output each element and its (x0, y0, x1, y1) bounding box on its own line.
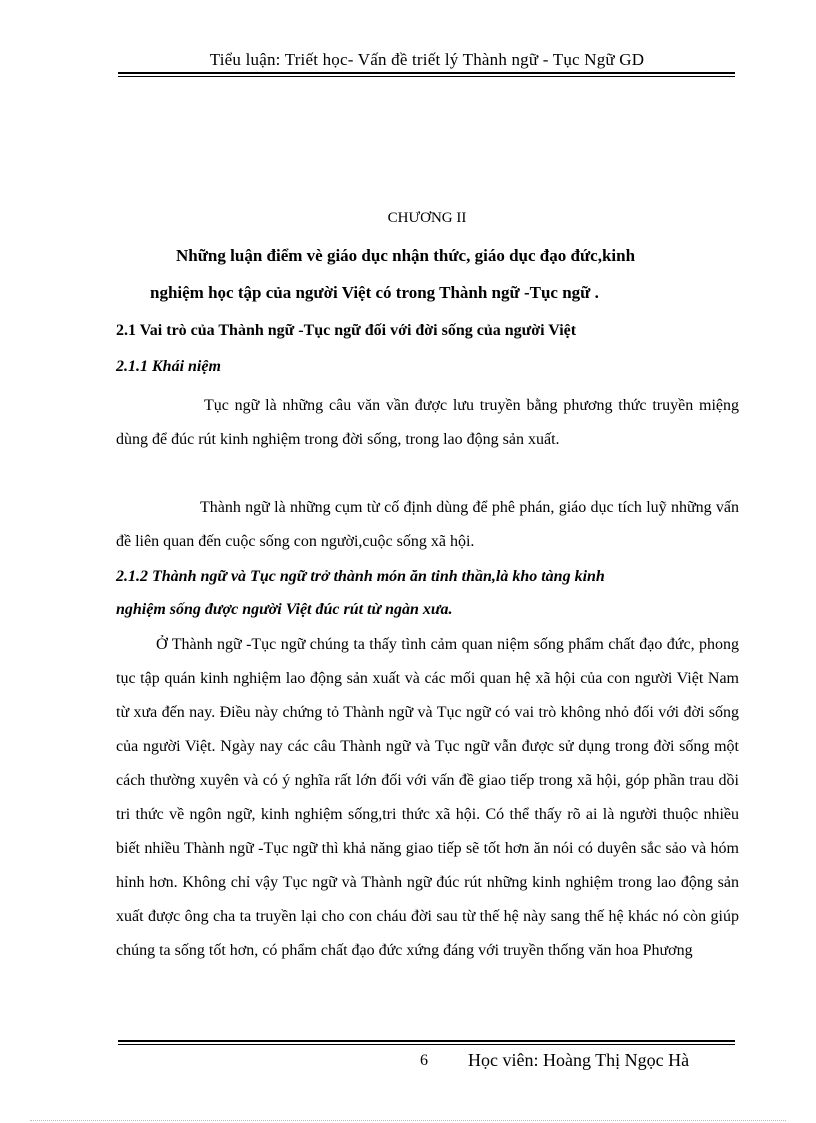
chapter-label: CHƯƠNG II (387, 210, 467, 226)
section-2-1-1-heading: 2.1.1 Khái niệm (116, 358, 221, 375)
section-2-1-2-heading-line1: 2.1.2 Thành ngữ và Tục ngữ trở thành món ăn tinh thần,là kho tàng kinh (116, 568, 605, 585)
section-2-1-2-heading-line2: nghiệm sống được người Việt đúc rút từ ngàn xưa. (116, 601, 453, 618)
header-rule-thin (118, 76, 735, 77)
page-number: 6 (420, 1052, 428, 1069)
chapter-title-line2: nghiệm học tập của người Việt có trong Thành ngữ -Tục ngữ . (150, 283, 599, 302)
definition-tuc-ngu: Tục ngữ là những câu văn vần được lưu truyền bằng phương thức truyền miệng dùng để đúc rút kinh nghiệm trong đời sống, trong lao động sản xuất. (116, 397, 739, 448)
definition-thanh-ngu: Thành ngữ là những cụm từ cố định dùng để phê phán, giáo dục tích luỹ những vấn đề liên quan đến cuộc sống con người,cuộc sống xã hội. (116, 499, 739, 550)
body-paragraph: Ở Thành ngữ -Tục ngữ chúng ta thấy tình cảm quan niệm sống phẩm chất đạo đức, phong tục tập quán kinh nghiệm lao động sản xuất và các mối quan hệ xã hội của con người Việt Nam từ xưa đến nay. Điều này chứng tỏ Thành ngữ và Tục ngữ có vai trò không nhỏ đối với đời sống của người Việt. Ngày nay các câu Thành ngữ và Tục ngữ vẫn được sử dụng trong đời sống một cách thường xuyên và có ý nghĩa rất lớn đối với vấn đề giao tiếp trong xã hội, góp phần trau dồi tri thức về ngôn ngữ, kinh nghiệm sống,tri thức xã hội. Có thể thấy rõ ai là người thuộc nhiều biết nhiều Thành ngữ -Tục ngữ thì khả năng giao tiếp sẽ tốt hơn ăn nói có duyên sắc sảo và hóm hỉnh hơn. Không chỉ vậy Tục ngữ và Thành ngữ đúc rút những kinh nghiệm trong lao động sản xuất được ông cha ta truyền lại cho con cháu đời sau từ thế hệ này sang thế hệ khác nó còn giúp chúng ta sống tốt hơn, có phẩm chất đạo đức xứng đáng với truyền thống văn hoa Phương (116, 636, 739, 959)
page-edge-divider (30, 1120, 786, 1121)
footer-rule-thin (118, 1044, 735, 1045)
author-name: Học viên: Hoàng Thị Ngọc Hà (468, 1050, 690, 1070)
footer-rule-thick (118, 1040, 735, 1042)
chapter-title-line1: Những luận điểm vè giáo dục nhận thức, giáo dục đạo đức,kinh (176, 246, 636, 265)
header-rule-thick (118, 72, 735, 74)
header-title: Tiểu luận: Triết học- Vấn đề triết lý Thành ngữ - Tục Ngữ GD (209, 50, 645, 69)
section-2-1-heading: 2.1 Vai trò của Thành ngữ -Tục ngữ đối với đời sống của người Việt (116, 322, 577, 339)
